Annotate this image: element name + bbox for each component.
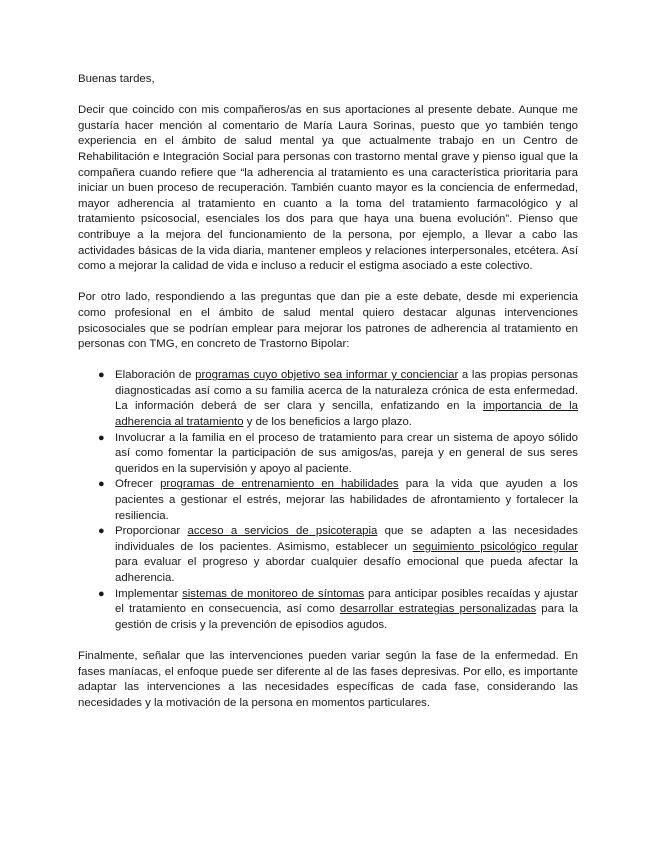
list-item [78,587,578,634]
list-item-text: para anticipar posibles recaídas y ajustar el tratamiento en consecuencia, así como [115,587,578,616]
underlined-phrase: programas cuyo objetivo sea informar y concienciar [195,369,459,382]
document-page [78,72,578,711]
list-item-text: Ofrecer [115,478,161,491]
list-item-text: Proporcionar [115,525,188,538]
list-item-text: y de los beneficios a largo plazo. [243,416,412,429]
list-item-text: Elaboración de [115,369,196,382]
paragraph-conclusion: Finalmente, señalar que las intervenciones pueden variar según la fase de la enfermedad. En fases maníacas, el enfoque puede ser diferente al de las fases depresivas. Por ello, es importante adaptar las intervenciones a las necesidades específicas de cada fase, considerando las necesidades y la motivación de la persona en momentos particulares. [78,649,578,709]
underlined-phrase: programas de entrenamiento en habilidades [160,478,399,491]
underlined-phrase: seguimiento psicológico regular [412,540,579,553]
paragraph-interventions-intro: Por otro lado, respondiendo a las preguntas que dan pie a este debate, desde mi experiencia como profesional en el ámbito de salud mental quiero destacar algunas intervenciones psicosociales que se podrían emplear para mejorar los patrones de adherencia al tratamiento en personas con TMG, en concreto de Trastorno Bipolar: [78,291,578,351]
paragraph-intro: Decir que coincido con mis compañeros/as en sus aportaciones al presente debate. Aunque me gustaría hacer mención al comentario de María Laura Sorinas, puesto que yo también tengo experiencia en el ámbito de salud mental ya que actualmente trabajo en un Centro de Rehabilitación e Integración Social para personas con trastorno mental grave y pienso igual que la compañera cuando refiere que “la adherencia al tratamiento es una característica prioritaria para iniciar un buen proceso de recuperación. También cuanto mayor es la conciencia de enfermedad, mayor adherencia al tratamiento en cuanto a la toma del tratamiento farmacológico y al tratamiento psicosocial, esenciales los dos para que haya una buena evolución”. Pienso que contribuye a la mejora del funcionamiento de la persona, por ejemplo, a llevar a cabo las actividades básicas de la vida diaria, mantener empleos y relaciones interpersonales, etcétera. Así como a mejorar la calidad de vida e incluso a reducir el estigma asociado a este colectivo. [78,104,578,273]
bullet-icon: ● [98,478,105,491]
list-item [78,431,578,478]
paragraph-spacer [78,275,578,291]
underlined-phrase: acceso a servicios de psicoterapia [187,525,378,538]
list-item-text: Implementar [115,587,183,600]
list-item-text: para la vida que ayuden a los pacientes a gestionar el estrés, mejorar las habilidades de afrontamiento y fortalecer la resiliencia. [115,478,578,522]
bullet-icon: ● [98,587,105,600]
list-item-text: para evaluar el progreso y abordar cualquier desafío emocional que pueda afectar la adherencia. [115,556,578,584]
underlined-phrase: importancia de la adherencia al tratamiento [115,400,578,429]
paragraph-spacer [78,353,578,369]
list-item-text: Involucrar a la familia en el proceso de tratamiento para crear un sistema de apoyo sólido así como fomentar la participación de sus amigos/as, pareja y en general de sus seres queridos en la supervisión y apoyo al paciente. [115,431,578,475]
bullet-icon: ● [98,525,105,538]
underlined-phrase: desarrollar estrategias personalizadas [339,603,537,616]
list-item [78,368,578,430]
greeting: Buenas tardes, [78,73,155,85]
underlined-phrase: sistemas de monitoreo de síntomas [182,587,365,600]
bullet-icon: ● [98,369,105,382]
list-item [78,524,578,586]
list-item-text: para la gestión de crisis y la prevención de episodios agudos. [115,603,578,631]
list-item [78,477,578,524]
list-item-text: que se adapten a las necesidades individuales de los pacientes. Asimismo, establecer un [115,525,578,553]
list-item-text: a las propias personas diagnosticadas así como a su familia acerca de la naturaleza crónica de esta enfermedad. La información deberá de ser clara y sencilla, enfatizando en la [115,369,579,413]
paragraph-spacer [78,633,578,649]
interventions-list [78,368,578,633]
bullet-icon: ● [98,431,105,444]
